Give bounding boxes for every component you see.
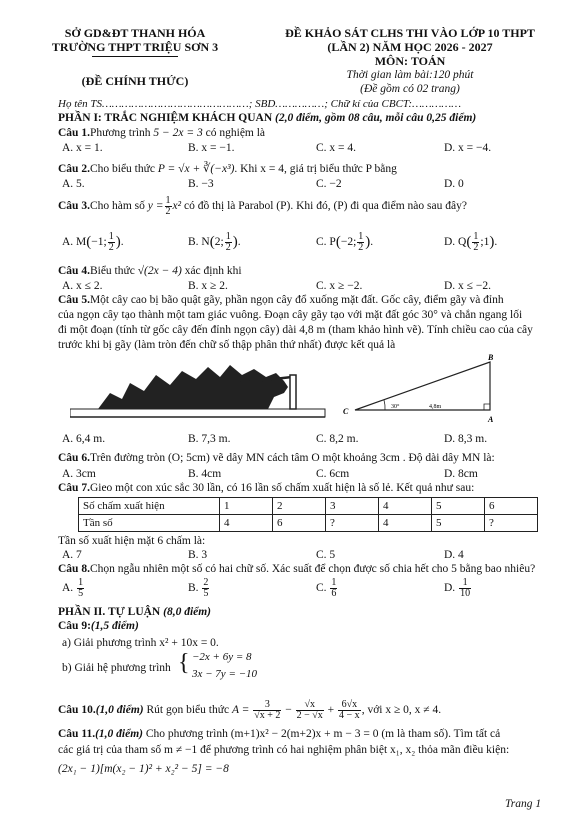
q7-option-c: C. 5 <box>316 549 336 561</box>
header-divider <box>92 56 178 57</box>
q2-stem <box>58 161 397 175</box>
q3-a-x: −1; <box>91 236 107 249</box>
exam-time: Thời gian làm bài:120 phút <box>346 69 474 81</box>
q10-n1: 3 <box>253 700 281 711</box>
q2-mid: . Khi x = 4, giá trị biểu thức P bằng <box>234 163 397 175</box>
q2-label: Câu 2. <box>58 163 90 175</box>
q11-line2: các giá trị của tham số m ≠ −1 để phương trình có hai nghiệm phân biệt x₁, x₂ thỏa mãn điều kiện: <box>58 744 510 756</box>
q4-option-c: C. x ≥ −2. <box>316 280 363 292</box>
q1-stem <box>58 127 265 139</box>
q8-stem <box>58 563 535 575</box>
q3-coef <box>165 196 172 217</box>
q3-pre: Cho hàm số <box>89 200 145 213</box>
q1-label: Câu 1. <box>58 127 90 139</box>
q3-coef-den: 2 <box>165 206 171 217</box>
q10-n2: √x <box>296 700 324 711</box>
q6-label: Câu 6. <box>58 452 90 464</box>
q5-line1 <box>58 294 504 306</box>
part1-heading <box>58 112 476 124</box>
school-name: TRƯỜNG THPT TRIỆU SƠN 3 <box>51 40 219 54</box>
q5-label: Câu 5. <box>58 294 90 306</box>
exam-round: (LẦN 2) NĂM HỌC 2026 - 2027 <box>327 40 493 54</box>
q11-label: Câu 11. <box>58 728 96 740</box>
table-row <box>79 498 538 515</box>
q8-a-num: 1 <box>78 577 84 588</box>
table-cell: 5 <box>432 515 485 532</box>
q1-text: Phương trình <box>89 127 151 139</box>
q3-y: y = <box>147 200 164 213</box>
q5-option-b: B. 7,3 m. <box>188 433 231 445</box>
table-header-cell: Số chấm xuất hiện <box>79 498 220 515</box>
fig-point-c: C <box>343 407 349 416</box>
q1-option-d: D. x = −4. <box>444 142 492 154</box>
q5-option-d: D. 8,3 m. <box>444 433 488 445</box>
q11-points: (1,0 điểm) <box>95 728 143 740</box>
q3-option-b: B. N(2; $\frac{1}{2}$ ). <box>188 231 241 253</box>
table-cell: 4 <box>379 515 432 532</box>
q4-label: Câu 4. <box>58 265 90 277</box>
q10-cond: , với x ≥ 0, x ≠ 4. <box>361 704 442 717</box>
q7-option-d: D. 4 <box>444 549 464 561</box>
q8-option-b <box>188 578 210 599</box>
q8-d-den: 10 <box>460 588 471 599</box>
q8-text: Chọn ngẫu nhiên một số có hai chữ số. Xác suất để chọn được số chia hết cho 5 bằng bao nhiêu? <box>89 563 536 575</box>
q2-expr: P = √x + ∛(−x³) <box>157 163 235 175</box>
q3-post: có đồ thị là Parabol (P). Khi đó, (P) đi qua điểm nào sau đây? <box>183 200 467 213</box>
q1-expr: 5 − 2x = 3 <box>153 127 203 139</box>
fig-angle-label: 30° <box>391 404 400 410</box>
exam-title: ĐỀ KHẢO SÁT CLHS THI VÀO LỚP 10 THPT <box>285 26 535 40</box>
table-cell: 1 <box>220 498 273 515</box>
q3-d-pre: D. Q <box>444 236 467 249</box>
q9-eq1: −2x + 6y = 8 <box>192 651 252 663</box>
q4-stem <box>58 265 242 277</box>
table-header-cell: Tần số <box>79 515 220 532</box>
q1-option-c: C. x = 4. <box>316 142 357 154</box>
q9-eq2: 3x − 7y = −10 <box>192 668 258 680</box>
q2-option-a: A. 5. <box>62 178 85 190</box>
q8-d-letter: D. <box>444 582 456 595</box>
q8-b-num: 2 <box>203 577 209 588</box>
q4-tail: xác định khi <box>184 265 242 277</box>
q8-d-num: 1 <box>459 578 471 589</box>
q8-option-c <box>316 578 338 599</box>
q10-stem: Câu 10.(1,0 điểm) Rút gọn biểu thức A = $\frac{3}{√x + 2}$ − $\frac{√x}{2 - √x}$ + $\frac{6√x}{4 - x}$ , với x ≥ 0, x ≠ 4. <box>58 699 442 721</box>
fallen-treetop <box>98 365 288 409</box>
q3-stem <box>58 196 467 217</box>
system-brace: { <box>178 650 190 676</box>
q2-text: Cho biểu thức <box>89 163 155 175</box>
q11-l1: Cho phương trình (m+1)x² − 2(m+2)x + m − 3 = 0 (m là tham số). Tìm tất cả <box>145 728 501 740</box>
q6-option-d: D. 8cm <box>444 468 478 480</box>
page-number: Trang 1 <box>505 798 542 810</box>
q11-condition: (2x₁ − 1)[m(x₂ − 1)² + x₂² − 5] = −8 <box>58 763 229 775</box>
q6-text: Trên đường tròn (O; 5cm) vẽ dây MN cách tâm O một khoảng 3cm . Độ dài dây MN là: <box>89 452 495 464</box>
part2-heading <box>58 606 211 618</box>
q8-b-letter: B. <box>188 582 199 595</box>
q8-option-a <box>62 578 85 599</box>
q7-text: Gieo một con xúc sắc 30 lần, có 16 lần số chấm xuất hiện là số lẻ. Kết quả như sau: <box>89 482 475 494</box>
q4-option-b: B. x ≥ 2. <box>188 280 228 292</box>
q9-points: (1,5 điểm) <box>90 620 139 632</box>
q3-x2: x² <box>172 200 182 213</box>
candidate-line: Họ tên TS………………………………………; SBD……………; Chữ kí của CBCT:…………… <box>58 98 461 110</box>
q3-label: Câu 3. <box>58 200 90 213</box>
table-cell: 4 <box>379 498 432 515</box>
q6-option-c: C. 6cm <box>316 468 350 480</box>
q10-d2: 2 − √x <box>296 710 323 721</box>
q3-a-pre: A. M <box>62 236 87 249</box>
q10-d3: 4 − x <box>339 710 360 721</box>
fig-length-label: 4,8m <box>429 404 442 410</box>
triangle-figure <box>335 352 505 427</box>
dept-name: SỞ GD&ĐT THANH HÓA <box>64 26 206 40</box>
q3-c-x: −2; <box>340 236 357 249</box>
q8-label: Câu 8. <box>58 563 90 575</box>
q3-option-a: A. M(−1; $\frac{1}{2}$ ). <box>62 231 124 253</box>
part2-title: PHẦN II. TỰ LUẬN <box>58 606 161 618</box>
frequency-table <box>78 497 538 532</box>
q3-option-c: C. P(−2; $\frac{1}{2}$ ). <box>316 231 374 253</box>
q9-part-b: b) Giải hệ phương trình <box>62 662 171 674</box>
q3-b-pre: B. N <box>188 236 210 249</box>
q7-ask: Tần số xuất hiện mặt 6 chấm là: <box>58 535 206 547</box>
q5-option-a: A. 6,4 m. <box>62 433 106 445</box>
table-cell: ? <box>326 515 379 532</box>
q6-option-b: B. 4cm <box>188 468 222 480</box>
q10-A: A = <box>231 704 250 717</box>
table-row <box>79 515 538 532</box>
q5-l1: Một cây cao bị bão quật gãy, phần ngọn cây đổ xuống mặt đất. Gốc cây, điểm gãy và đỉnh <box>89 294 504 306</box>
official-label: (ĐỀ CHÍNH THỨC) <box>81 74 189 88</box>
q9-heading <box>58 620 139 632</box>
table-cell: 6 <box>485 498 538 515</box>
q7-option-a: A. 7 <box>62 549 82 561</box>
q7-stem <box>58 482 474 494</box>
tree-stump <box>290 375 296 409</box>
q7-label: Câu 7. <box>58 482 90 494</box>
q7-option-b: B. 3 <box>188 549 208 561</box>
q3-coef-num: 1 <box>165 195 171 206</box>
table-cell: 5 <box>432 498 485 515</box>
q8-c-letter: C. <box>316 582 327 595</box>
q8-option-d <box>444 578 472 599</box>
part2-note: (8,0 điểm) <box>163 606 212 618</box>
q8-b-den: 5 <box>203 588 209 599</box>
q11-line1 <box>58 728 500 740</box>
q8-a-den: 5 <box>78 588 84 599</box>
q1-tail: có nghiệm là <box>205 127 266 139</box>
fig-point-a: A <box>488 415 494 424</box>
q3-option-d: D. Q( $\frac{1}{2}$ ;1). <box>444 231 498 253</box>
q6-option-a: A. 3cm <box>62 468 96 480</box>
q6-stem <box>58 452 495 464</box>
q10-n3: 6√x <box>338 700 361 711</box>
q8-a-letter: A. <box>62 582 74 595</box>
broken-tree-figure <box>70 355 330 425</box>
fig-point-b: B <box>488 353 494 362</box>
q2-option-c: C. −2 <box>316 178 342 190</box>
q4-text: Biểu thức <box>89 265 135 277</box>
q5-line2: của ngọn cây tạo thành một tam giác vuông. Đoạn cây gãy tạo với mặt đất góc 30° và chắn ngang lối <box>58 309 523 321</box>
q8-c-den: 6 <box>331 588 337 599</box>
q10-points: (1,0 điểm) <box>95 704 144 717</box>
q3-c-pre: C. P <box>316 236 336 249</box>
table-cell: 4 <box>220 515 273 532</box>
exam-subject: MÔN: TOÁN <box>374 54 446 68</box>
table-cell: 3 <box>326 498 379 515</box>
exam-pages: (Đề gồm có 02 trang) <box>360 83 460 95</box>
part1-note: (2,0 điểm, gồm 08 câu, mỗi câu 0,25 điểm) <box>275 112 477 124</box>
q1-option-a: A. x = 1. <box>62 142 103 154</box>
q5-option-c: C. 8,2 m. <box>316 433 359 445</box>
q9-label: Câu 9: <box>58 620 91 632</box>
table-cell: 2 <box>273 498 326 515</box>
q1-option-b: B. x = −1. <box>188 142 235 154</box>
q9-part-a: a) Giải phương trình x² + 10x = 0. <box>62 637 219 649</box>
q10-text: Rút gọn biểu thức <box>146 704 230 717</box>
q4-option-a: A. x ≤ 2. <box>62 280 103 292</box>
q4-expr: √(2x − 4) <box>137 265 182 277</box>
q2-option-d: D. 0 <box>444 178 464 190</box>
q8-c-num: 1 <box>331 577 337 588</box>
table-cell: ? <box>485 515 538 532</box>
q10-d1: √x + 2 <box>254 710 281 721</box>
q3-d-y: ;1 <box>480 236 490 249</box>
q4-option-d: D. x ≤ −2. <box>444 280 491 292</box>
q5-line4: trước khi bị gãy (làm tròn đến chữ số thập phân thứ nhất) được kết quả là <box>58 339 396 351</box>
table-cell: 6 <box>273 515 326 532</box>
q2-option-b: B. −3 <box>188 178 214 190</box>
q10-label: Câu 10. <box>58 704 96 717</box>
q5-line3: đi một đoạn (tính từ gốc cây đến đỉnh ngọn cây) dài 4,8 m (tham khảo hình vẽ). Tính chiều cao của cây <box>58 324 533 336</box>
part1-title: PHẦN I: TRẮC NGHIỆM KHÁCH QUAN <box>58 112 273 124</box>
q3-b-x: 2; <box>214 236 224 249</box>
